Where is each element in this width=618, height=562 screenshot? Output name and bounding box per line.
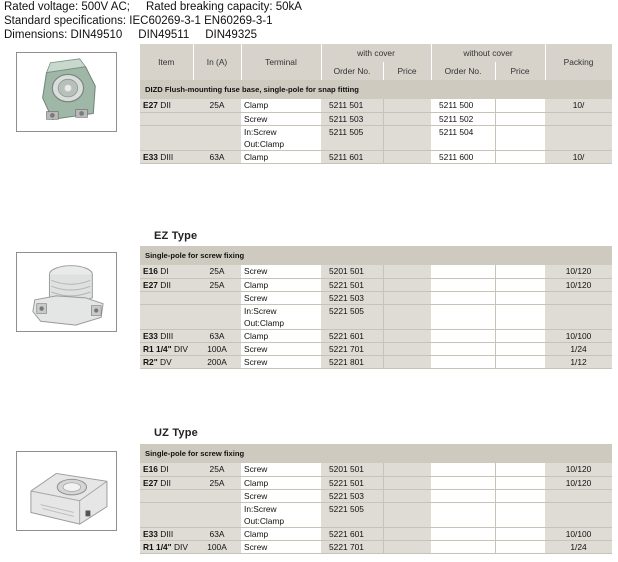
price-with-cell — [383, 99, 431, 112]
packing-cell — [545, 125, 612, 150]
item-cell — [140, 304, 193, 329]
terminal-cell: In:Screw Out:Clamp — [241, 304, 321, 329]
table-row — [140, 278, 612, 291]
spec-standard-line: Standard specifications: IEC60269-3-1 EN60269-3-1 — [4, 15, 273, 27]
terminal-cell: Clamp — [241, 150, 321, 163]
current-cell: 200A — [193, 355, 241, 368]
price-with-cell — [383, 125, 431, 150]
col-order-no-without-header: Order No. — [431, 62, 495, 80]
table-row — [140, 304, 612, 329]
current-cell — [193, 502, 241, 527]
dizd-table — [140, 44, 613, 164]
terminal-cell: Screw — [241, 355, 321, 368]
terminal-cell: Clamp — [241, 329, 321, 342]
terminal-cell: Screw — [241, 265, 321, 278]
current-cell: 100A — [193, 540, 241, 553]
item-cell — [140, 502, 193, 527]
order-cell: 5221 503 — [321, 291, 383, 304]
packing-cell: 1/24 — [545, 342, 612, 355]
col-current-header: In (A) — [193, 44, 241, 80]
table-row — [140, 265, 612, 278]
packing-cell: 1/12 — [545, 355, 612, 368]
dizd-product-image — [16, 52, 117, 132]
order-cell: 5221 501 — [321, 278, 383, 291]
order-cell: 5201 501 — [321, 463, 383, 476]
item-cell — [140, 291, 193, 304]
current-cell: 63A — [193, 150, 241, 163]
price-with-cell — [383, 112, 431, 125]
terminal-cell: Screw — [241, 112, 321, 125]
item-cell: E27 DII — [140, 99, 193, 112]
item-cell: E27 DII — [140, 278, 193, 291]
current-cell: 63A — [193, 527, 241, 540]
table-row — [140, 527, 612, 540]
current-cell — [193, 125, 241, 150]
packing-cell: 10/ — [545, 99, 612, 112]
packing-cell — [545, 304, 612, 329]
item-cell: E33 DIII — [140, 329, 193, 342]
packing-cell: 10/100 — [545, 527, 612, 540]
col-without-cover-header: without cover — [431, 44, 545, 62]
item-cell: E16 DI — [140, 265, 193, 278]
current-cell — [193, 304, 241, 329]
dimensions-label: Dimensions: — [4, 29, 68, 41]
terminal-cell: Screw — [241, 463, 321, 476]
packing-cell: 10/120 — [545, 265, 612, 278]
item-cell: E27 DII — [140, 476, 193, 489]
ez-product-image — [16, 252, 117, 332]
order-without-cell: 5211 500 — [431, 99, 495, 112]
order-with-cell: 5211 503 — [321, 112, 383, 125]
terminal-cell: In:Screw Out:Clamp — [241, 125, 321, 150]
table-row — [140, 291, 612, 304]
item-cell — [140, 489, 193, 502]
price-without-cell — [495, 150, 545, 163]
current-cell — [193, 291, 241, 304]
col-item-header: Item — [140, 44, 193, 80]
terminal-cell: Screw — [241, 291, 321, 304]
order-cell: 5221 503 — [321, 489, 383, 502]
order-cell: 5221 505 — [321, 502, 383, 527]
table-row — [140, 342, 612, 355]
ez-table — [140, 246, 612, 369]
terminal-cell: Screw — [241, 489, 321, 502]
order-cell: 5221 701 — [321, 540, 383, 553]
order-with-cell: 5211 601 — [321, 150, 383, 163]
current-cell: 100A — [193, 342, 241, 355]
current-cell: 25A — [193, 99, 241, 112]
packing-cell — [545, 502, 612, 527]
order-cell: 5201 501 — [321, 265, 383, 278]
table-row — [140, 502, 612, 527]
table-row — [140, 329, 612, 342]
table-row — [140, 476, 612, 489]
table-row — [140, 125, 612, 150]
uz-table — [140, 444, 612, 554]
item-cell — [140, 112, 193, 125]
price-without-cell — [495, 125, 545, 150]
current-cell — [193, 489, 241, 502]
table-row — [140, 99, 612, 112]
packing-cell — [545, 112, 612, 125]
order-with-cell: 5211 505 — [321, 125, 383, 150]
item-cell: R1 1/4" DIV — [140, 342, 193, 355]
current-cell: 25A — [193, 265, 241, 278]
terminal-cell: In:Screw Out:Clamp — [241, 502, 321, 527]
col-price-without-header: Price — [495, 62, 545, 80]
dizd-band: DIZD Flush-mounting fuse base, single-pole for snap fitting — [140, 80, 612, 99]
item-cell: R1 1/4" DIV — [140, 540, 193, 553]
item-cell: E33 DIII — [140, 150, 193, 163]
item-cell: R2" DV — [140, 355, 193, 368]
col-with-cover-header: with cover — [321, 44, 431, 62]
terminal-cell: Screw — [241, 342, 321, 355]
dimension-3: DIN49325 — [205, 29, 258, 41]
terminal-cell: Screw — [241, 540, 321, 553]
price-without-cell — [495, 99, 545, 112]
terminal-cell: Clamp — [241, 99, 321, 112]
price-with-cell — [383, 150, 431, 163]
order-cell: 5221 801 — [321, 355, 383, 368]
col-terminal-header: Terminal — [241, 44, 321, 80]
packing-cell — [545, 291, 612, 304]
breaking-capacity: Rated breaking capacity: 50kA — [145, 1, 302, 13]
item-cell: E16 DI — [140, 463, 193, 476]
uz-band: Single-pole for screw fixing — [140, 444, 612, 463]
order-with-cell: 5211 501 — [321, 99, 383, 112]
packing-cell — [545, 489, 612, 502]
packing-cell: 10/100 — [545, 329, 612, 342]
item-cell: E33 DIII — [140, 527, 193, 540]
table-row — [140, 540, 612, 553]
ez-type-title: EZ Type — [154, 230, 198, 242]
price-without-cell — [495, 112, 545, 125]
table-row — [140, 463, 612, 476]
order-cell: 5221 701 — [321, 342, 383, 355]
order-cell: 5221 601 — [321, 527, 383, 540]
uz-type-title: UZ Type — [154, 427, 198, 439]
terminal-cell: Clamp — [241, 476, 321, 489]
rated-voltage: Rated voltage: 500V AC; — [4, 1, 130, 13]
spec-voltage-line — [4, 1, 302, 14]
terminal-cell: Clamp — [241, 278, 321, 291]
current-cell: 25A — [193, 278, 241, 291]
col-price-with-header: Price — [383, 62, 431, 80]
order-cell: 5221 601 — [321, 329, 383, 342]
dimension-2: DIN49511 — [138, 29, 190, 41]
current-cell: 25A — [193, 463, 241, 476]
terminal-cell: Clamp — [241, 527, 321, 540]
table-row — [140, 355, 612, 368]
table-row — [140, 489, 612, 502]
ez-band: Single-pole for screw fixing — [140, 246, 612, 265]
current-cell: 25A — [193, 476, 241, 489]
col-order-no-with-header: Order No. — [321, 62, 383, 80]
packing-cell: 1/24 — [545, 540, 612, 553]
item-cell — [140, 125, 193, 150]
table-row — [140, 112, 612, 125]
uz-product-image — [16, 451, 117, 531]
order-without-cell: 5211 600 — [431, 150, 495, 163]
table-row — [140, 150, 612, 163]
current-cell — [193, 112, 241, 125]
order-without-cell: 5211 502 — [431, 112, 495, 125]
col-packing-header: Packing — [545, 44, 612, 80]
packing-cell: 10/120 — [545, 278, 612, 291]
packing-cell: 10/ — [545, 150, 612, 163]
current-cell: 63A — [193, 329, 241, 342]
order-without-cell: 5211 504 — [431, 125, 495, 150]
packing-cell: 10/120 — [545, 476, 612, 489]
dimension-1: DIN49510 — [70, 29, 123, 41]
order-cell: 5221 505 — [321, 304, 383, 329]
order-cell: 5221 501 — [321, 476, 383, 489]
packing-cell: 10/120 — [545, 463, 612, 476]
spec-dimensions-line — [4, 29, 257, 42]
